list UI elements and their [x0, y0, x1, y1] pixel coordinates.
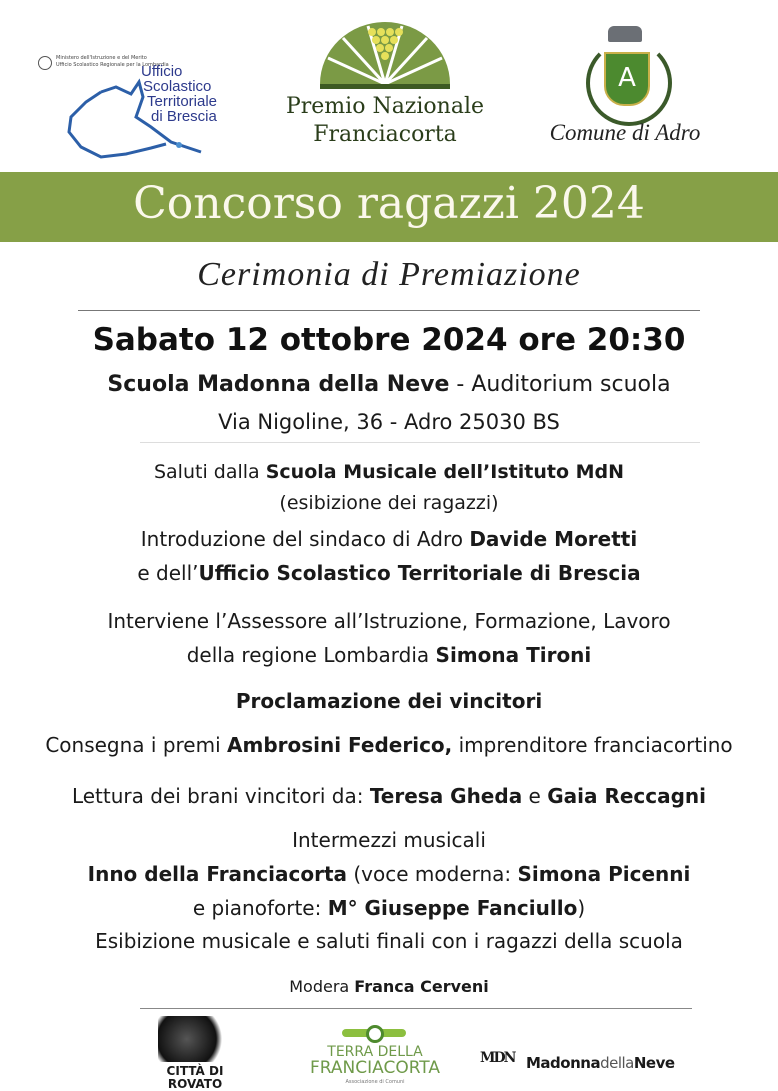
text-bold: Ambrosini Federico,	[227, 733, 453, 757]
divider	[140, 1008, 692, 1009]
page-title: Concorso ragazzi 2024	[133, 178, 645, 229]
rovato-line2: ROVATO	[167, 1077, 223, 1091]
program-line: Esibizione musicale e saluti finali con i ragazzi della scuola	[95, 929, 683, 953]
premio-logo	[270, 18, 500, 158]
text-bold: Franca Cerveni	[354, 977, 489, 996]
text: e pianoforte:	[192, 896, 328, 920]
text-bold: Scuola Musicale dell’Istituto MdN	[265, 461, 625, 483]
text-bold: Teresa Gheda	[369, 784, 523, 808]
ust-line: Territoriale	[147, 93, 218, 110]
madonna-neve-logo	[480, 1048, 680, 1084]
text-bold: Neve	[633, 1054, 675, 1072]
text: )	[577, 896, 586, 920]
program-line: Intermezzi musicali	[292, 828, 486, 852]
text-bold: Inno della Franciacorta	[87, 862, 348, 886]
ust-line: di Brescia	[151, 108, 217, 125]
terra-line2: FRANCIACORTA	[310, 1058, 440, 1078]
program-heading: Proclamazione dei vincitori	[235, 689, 543, 713]
venue	[0, 372, 778, 397]
program-line	[0, 784, 778, 808]
mdn-mark-icon: MDN	[480, 1050, 515, 1066]
text: Introduzione del sindaco di Adro	[140, 527, 470, 551]
program-line	[0, 561, 778, 585]
address: Via Nigoline, 36 - Adro 25030 BS	[218, 410, 560, 434]
subtitle: Cerimonia di Premiazione	[197, 256, 581, 293]
terra-line1: TERRA DELLA	[327, 1044, 423, 1060]
ust-line: Scolastico	[143, 78, 212, 95]
premio-line1: Premio Nazionale	[285, 94, 485, 119]
text: e	[522, 784, 548, 808]
program-line: Interviene l’Assessore all’Istruzione, Formazione, Lavoro	[107, 609, 671, 633]
program-line	[0, 862, 778, 886]
text: (voce moderna:	[347, 862, 518, 886]
event-date: Sabato 12 ottobre 2024 ore 20:30	[92, 322, 686, 358]
terra-franciacorta-logo	[290, 1024, 460, 1087]
divider	[140, 442, 700, 443]
text-bold: Simona Picenni	[517, 862, 691, 886]
text-bold: Gaia Reccagni	[547, 784, 707, 808]
ministry-emblem-icon	[38, 56, 52, 70]
text: della	[600, 1054, 634, 1072]
text: e dell’	[137, 561, 199, 585]
text-bold: M° Giuseppe Fanciullo	[327, 896, 578, 920]
text-bold: Simona Tironi	[435, 643, 592, 667]
comune-name: Comune di Adro	[549, 120, 701, 145]
text: Saluti dalla	[153, 461, 266, 483]
rovato-logo	[150, 1014, 240, 1091]
premio-line2: Franciacorta	[313, 122, 457, 147]
program-line: (esibizione dei ragazzi)	[279, 492, 499, 514]
program-line	[0, 643, 778, 667]
program-line	[0, 733, 778, 757]
ust-name	[141, 64, 217, 124]
text: Consegna i premi	[45, 733, 227, 757]
comune-adro-logo	[520, 22, 730, 152]
divider	[78, 310, 700, 311]
ust-line: Ufficio	[141, 63, 183, 80]
lion-icon	[158, 1016, 230, 1062]
text: Modera	[289, 977, 355, 996]
program-line	[0, 527, 778, 551]
venue-room: - Auditorium scuola	[449, 372, 671, 397]
text: della regione Lombardia	[186, 643, 436, 667]
text: Lettura dei brani vincitori da:	[71, 784, 370, 808]
ministry-line1: Ministero dell'Istruzione e del Merito	[56, 55, 147, 61]
text-bold: Madonna	[526, 1054, 601, 1072]
book-grapes-icon	[318, 18, 452, 90]
program-line	[0, 896, 778, 920]
text-bold: Davide Moretti	[469, 527, 638, 551]
moderator	[0, 977, 778, 996]
mdn-name	[526, 1054, 675, 1072]
shield-icon: A	[604, 52, 650, 106]
text-bold: Ufficio Scolastico Territoriale di Brescia	[198, 561, 641, 585]
terra-ring-icon	[366, 1025, 384, 1043]
rovato-line1: CITTÀ DI	[166, 1064, 224, 1078]
ministry-line2: Ufficio Scolastico Regionale per la Lombardia	[56, 62, 169, 68]
ust-logo	[36, 52, 246, 162]
venue-name: Scuola Madonna della Neve	[107, 372, 450, 397]
program-line	[0, 461, 778, 483]
text: imprenditore franciacortino	[452, 733, 733, 757]
terra-line3: Associazione di Comuni	[345, 1079, 405, 1085]
